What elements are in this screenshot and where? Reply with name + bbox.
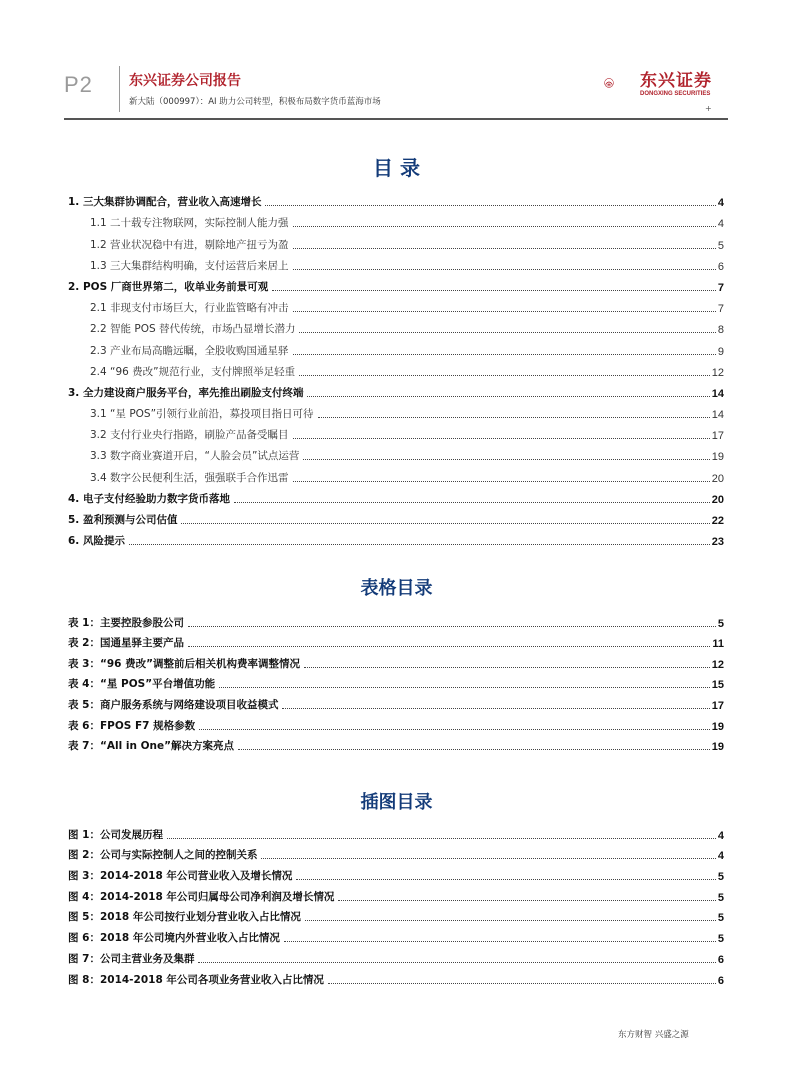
entry-label: 3.2 支付行业央行指路，刷脸产品备受瞩目 bbox=[90, 429, 289, 442]
entry-label: 图 3：2014-2018 年公司营业收入及增长情况 bbox=[68, 870, 293, 883]
entry-label: 1.2 营业状况稳中有进，剔除地产扭亏为盈 bbox=[90, 238, 289, 251]
entry-label: 表 7：“All in One”解决方案亮点 bbox=[68, 740, 234, 753]
entry-page-number: 15 bbox=[711, 679, 724, 692]
toc-entry[interactable] bbox=[68, 485, 724, 506]
toc-entry[interactable] bbox=[68, 358, 724, 379]
logo-chinese-name: 东兴证券 bbox=[640, 71, 712, 91]
dot-leader bbox=[238, 748, 710, 750]
entry-page-number: 6 bbox=[717, 953, 724, 966]
toc-entry[interactable] bbox=[68, 463, 724, 484]
entry-label: 图 2：公司与实际控制人之间的控制关系 bbox=[68, 849, 258, 862]
entry-page-number: 12 bbox=[711, 366, 724, 379]
dot-leader bbox=[188, 625, 716, 627]
entry-label: 3. 全力建设商户服务平台，率先推出刷脸支付终端 bbox=[68, 386, 304, 399]
toc-entry[interactable] bbox=[68, 336, 724, 357]
dot-leader bbox=[265, 204, 715, 206]
toc-entry[interactable] bbox=[68, 188, 724, 209]
entry-page-number: 5 bbox=[717, 871, 724, 884]
entry-page-number: 22 bbox=[711, 515, 724, 527]
entry-label: 4. 电子支付经验助力数字货币落地 bbox=[68, 492, 230, 505]
entry-label: 图 1：公司发展历程 bbox=[68, 828, 163, 841]
entry-page-number: 17 bbox=[711, 699, 724, 712]
toc-entry[interactable] bbox=[68, 315, 724, 336]
dot-leader bbox=[293, 310, 716, 312]
entry-label: 2.3 产业布局高瞻远瞩，全股收购国通星驿 bbox=[90, 344, 289, 357]
dot-leader bbox=[234, 501, 710, 503]
entry-page-number: 9 bbox=[717, 345, 724, 358]
entry-label: 1.1 二十载专注物联网，实际控制人能力强 bbox=[90, 217, 289, 230]
entry-page-number: 5 bbox=[717, 891, 724, 904]
entry-page-number: 17 bbox=[711, 430, 724, 443]
table-entry[interactable] bbox=[68, 609, 724, 630]
toc-list bbox=[68, 188, 724, 548]
header-divider bbox=[119, 66, 120, 112]
entry-page-number: 4 bbox=[717, 850, 724, 863]
entry-page-number: 19 bbox=[711, 720, 724, 733]
dot-leader bbox=[284, 940, 716, 942]
entry-page-number: 5 bbox=[717, 912, 724, 925]
figure-entry[interactable] bbox=[68, 821, 724, 842]
entry-page-number: 7 bbox=[717, 281, 724, 294]
figures-list bbox=[68, 821, 724, 987]
toc-entry[interactable] bbox=[68, 506, 724, 527]
dot-leader bbox=[198, 961, 715, 963]
tables-list bbox=[68, 609, 724, 753]
figure-entry[interactable] bbox=[68, 842, 724, 863]
entry-page-number: 11 bbox=[712, 638, 724, 651]
dot-leader bbox=[167, 837, 716, 839]
entry-label: 3.1 “星 POS”引领行业前沿，募投项目指日可待 bbox=[90, 408, 314, 421]
entry-label: 2.4 “96 费改”规范行业，支付牌照举足轻重 bbox=[90, 365, 296, 378]
entry-page-number: 4 bbox=[717, 197, 724, 210]
dot-leader bbox=[307, 395, 709, 397]
entry-label: 1.3 三大集群结构明确，支付运营后来居上 bbox=[90, 259, 289, 272]
entry-label: 5. 盈利预测与公司估值 bbox=[68, 514, 178, 526]
table-entry[interactable] bbox=[68, 671, 724, 692]
entry-page-number: 5 bbox=[717, 617, 724, 630]
dot-leader bbox=[272, 289, 716, 291]
dot-leader bbox=[188, 645, 710, 647]
toc-title: 目 录 bbox=[373, 156, 420, 180]
entry-label: 图 5：2018 年公司按行业划分营业收入占比情况 bbox=[68, 911, 301, 924]
entry-label: 表 2：国通星驿主要产品 bbox=[68, 637, 184, 650]
entry-label: 3.4 数字公民便利生活，强强联手合作迅雷 bbox=[90, 471, 289, 484]
entry-page-number: 14 bbox=[711, 387, 724, 400]
toc-entry[interactable] bbox=[68, 252, 724, 273]
entry-label: 2.1 非现支付市场巨大，行业监管略有冲击 bbox=[90, 302, 289, 315]
company-logo-icon bbox=[604, 66, 640, 102]
table-entry[interactable] bbox=[68, 691, 724, 712]
toc-entry[interactable] bbox=[68, 400, 724, 421]
logo-english-name: DONGXING SECURITIES bbox=[640, 91, 711, 97]
entry-label: 图 7：公司主营业务及集群 bbox=[68, 952, 195, 965]
toc-entry[interactable] bbox=[68, 273, 724, 294]
figure-entry[interactable] bbox=[68, 883, 724, 904]
entry-page-number: 6 bbox=[717, 974, 724, 987]
entry-label: 表 6：FPOS F7 规格参数 bbox=[68, 719, 196, 732]
figure-entry[interactable] bbox=[68, 945, 724, 966]
toc-entry[interactable] bbox=[68, 209, 724, 230]
entry-label: 6. 风险提示 bbox=[68, 535, 125, 548]
entry-page-number: 4 bbox=[717, 218, 724, 231]
table-entry[interactable] bbox=[68, 650, 724, 671]
dot-leader bbox=[293, 353, 716, 355]
entry-page-number: 19 bbox=[711, 451, 724, 464]
dot-leader bbox=[219, 686, 710, 688]
figures-title: 插图目录 bbox=[360, 792, 433, 813]
entry-label: 2. POS 厂商世界第二，收单业务前景可观 bbox=[68, 280, 269, 293]
entry-page-number: 23 bbox=[711, 536, 724, 549]
dot-leader bbox=[129, 543, 710, 545]
dot-leader bbox=[328, 982, 716, 984]
dot-leader bbox=[303, 458, 709, 460]
dot-leader bbox=[304, 666, 710, 668]
entry-label: 表 3：“96 费改”调整前后相关机构费率调整情况 bbox=[68, 657, 301, 670]
dot-leader bbox=[261, 857, 715, 859]
dot-leader bbox=[282, 707, 709, 709]
dot-leader bbox=[199, 728, 710, 730]
dot-leader bbox=[293, 437, 710, 439]
entry-page-number: 6 bbox=[717, 260, 724, 273]
dot-leader bbox=[293, 268, 716, 270]
entry-page-number: 5 bbox=[717, 933, 724, 946]
entry-label: 图 4：2014-2018 年公司归属母公司净利润及增长情况 bbox=[68, 890, 335, 903]
entry-page-number: 8 bbox=[717, 324, 724, 337]
toc-entry[interactable] bbox=[68, 527, 724, 548]
figure-entry[interactable] bbox=[68, 904, 724, 925]
entry-label: 2.2 智能 POS 替代传统，市场凸显增长潜力 bbox=[90, 323, 296, 336]
figure-entry[interactable] bbox=[68, 924, 724, 945]
entry-page-number: 7 bbox=[717, 303, 724, 316]
toc-entry[interactable] bbox=[68, 421, 724, 442]
dot-leader bbox=[293, 225, 716, 227]
entry-label: 表 5：商户服务系统与网络建设项目收益模式 bbox=[68, 698, 279, 711]
dot-leader bbox=[299, 331, 715, 333]
entry-page-number: 4 bbox=[717, 829, 724, 842]
dot-leader bbox=[293, 480, 710, 482]
dot-leader bbox=[296, 878, 715, 880]
header-rule bbox=[64, 118, 728, 120]
tables-title: 表格目录 bbox=[360, 578, 433, 599]
entry-label: 1. 三大集群协调配合，营业收入高速增长 bbox=[68, 196, 262, 209]
entry-page-number: 5 bbox=[717, 239, 724, 252]
table-entry[interactable] bbox=[68, 712, 724, 733]
page-label: P2 bbox=[64, 72, 93, 97]
dot-leader bbox=[305, 919, 716, 921]
entry-label: 表 4：“星 POS”平台增值功能 bbox=[68, 678, 216, 691]
dot-leader bbox=[338, 899, 715, 901]
footer-slogan: 东方财智 兴盛之源 bbox=[618, 1030, 689, 1040]
entry-page-number: 14 bbox=[711, 409, 724, 422]
toc-entry[interactable] bbox=[68, 379, 724, 400]
entry-page-number: 19 bbox=[711, 741, 724, 754]
entry-label: 表 1：主要控股参股公司 bbox=[68, 616, 184, 629]
toc-entry[interactable] bbox=[68, 230, 724, 251]
toc-entry[interactable] bbox=[68, 294, 724, 315]
dot-leader bbox=[318, 416, 710, 418]
figure-entry[interactable] bbox=[68, 966, 724, 987]
table-entry[interactable] bbox=[68, 733, 724, 754]
dot-leader bbox=[181, 522, 709, 524]
entry-page-number: 20 bbox=[711, 472, 724, 485]
table-entry[interactable] bbox=[68, 630, 724, 651]
entry-label: 图 8：2014-2018 年公司各项业务营业收入占比情况 bbox=[68, 973, 324, 986]
dot-leader bbox=[293, 247, 716, 249]
report-title: 东兴证券公司报告 bbox=[129, 73, 241, 89]
figure-entry[interactable] bbox=[68, 862, 724, 883]
entry-label: 图 6：2018 年公司境内外营业收入占比情况 bbox=[68, 932, 280, 945]
dot-leader bbox=[299, 374, 710, 376]
toc-entry[interactable] bbox=[68, 442, 724, 463]
entry-label: 3.3 数字商业赛道开启，“人脸会员”试点运营 bbox=[90, 450, 300, 463]
entry-page-number: 20 bbox=[711, 493, 724, 506]
entry-page-number: 12 bbox=[711, 658, 724, 671]
report-subtitle: 新大陆（000997）：AI 助力公司转型，积极布局数字货币蓝海市场 bbox=[129, 97, 381, 107]
header-mark: + bbox=[705, 104, 712, 113]
